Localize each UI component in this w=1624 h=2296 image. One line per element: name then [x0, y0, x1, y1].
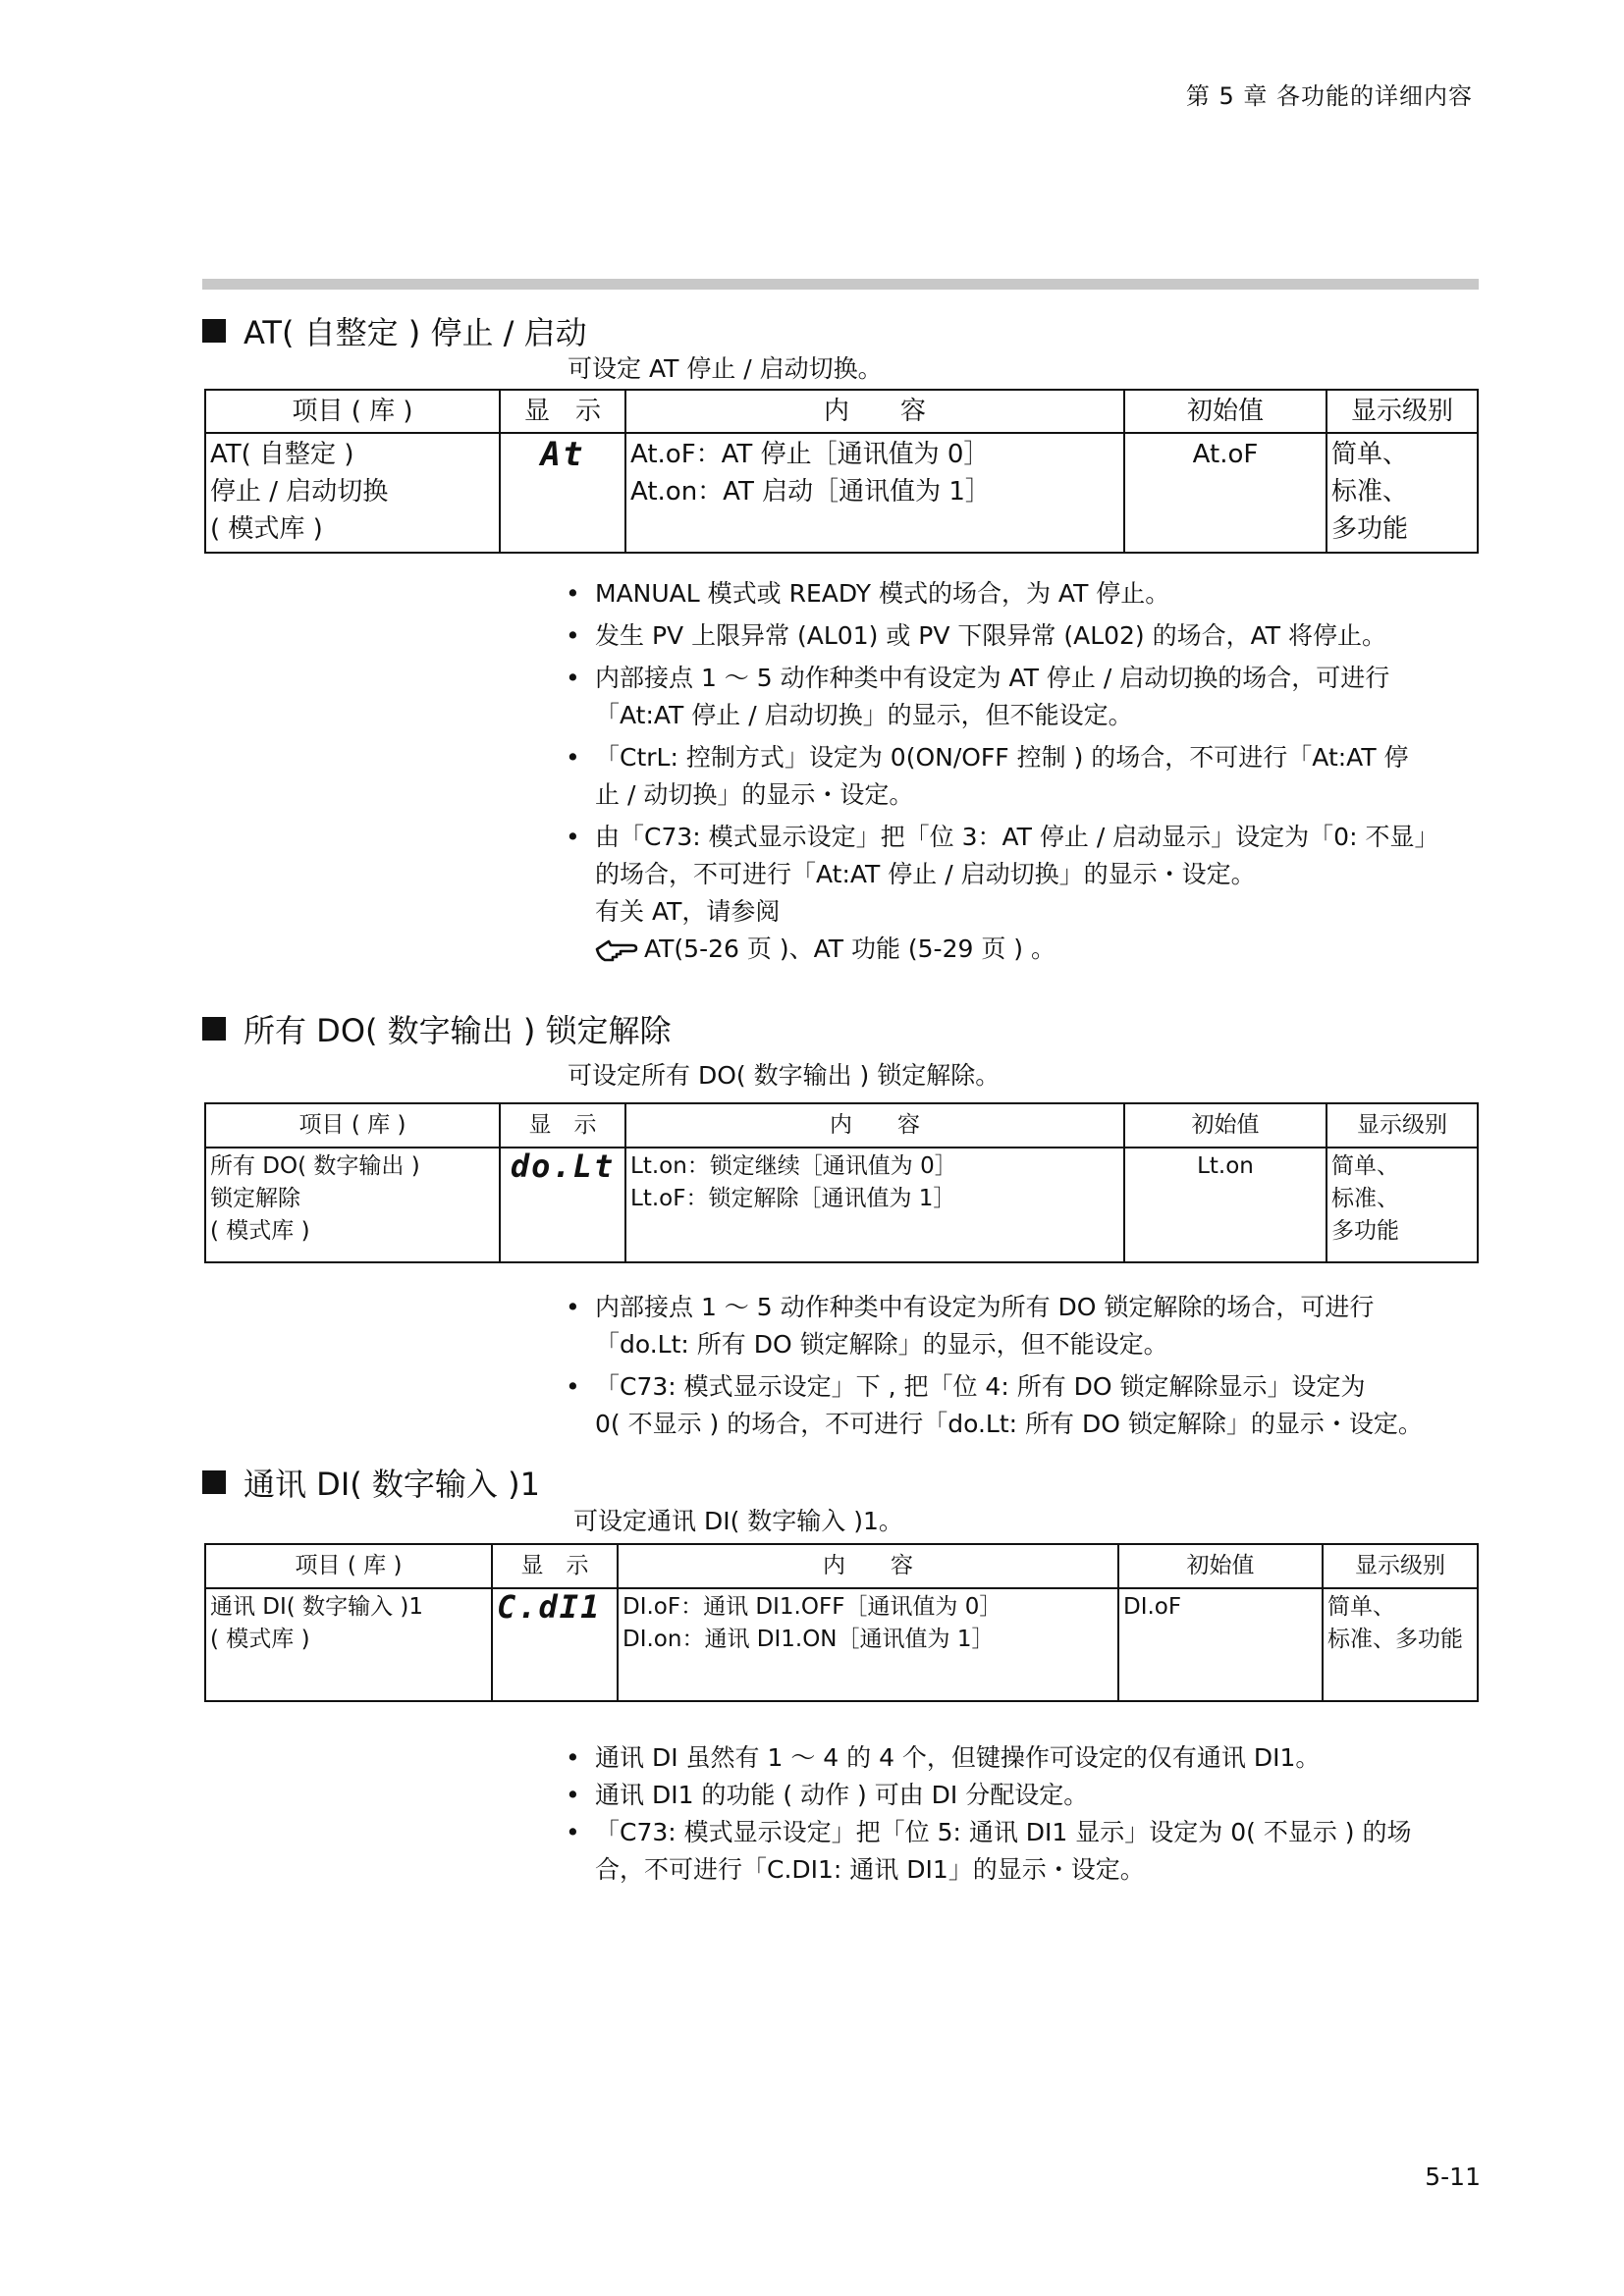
col-header-content: 内 容 — [625, 1103, 1124, 1148]
section-divider — [202, 279, 1479, 290]
chapter-header: 第 5 章 各功能的详细内容 — [1185, 82, 1473, 110]
col-header-level: 显示级别 — [1323, 1544, 1478, 1588]
page-number: 5-11 — [1425, 2163, 1481, 2191]
list-item: • 「CtrL: 控制方式」设定为 0(ON/OFF 控制 ) 的场合，不可进行「At:AT 停 止 / 动切换」的显示・设定。 — [566, 743, 1409, 809]
spec-table-at — [204, 389, 1479, 554]
col-header-initial: 初始值 — [1124, 1103, 1326, 1148]
content-cell: DI.oF：通讯 DI1.OFF［通讯值为 0］ DI.on：通讯 DI1.ON［通讯值为 1］ — [618, 1588, 1118, 1701]
col-header-initial: 初始值 — [1118, 1544, 1323, 1588]
table-row — [205, 1588, 1478, 1701]
list-item: • MANUAL 模式或 READY 模式的场合，为 AT 停止。 — [566, 579, 1170, 608]
seven-segment-display: do.Lt — [510, 1148, 616, 1185]
table-row — [205, 1148, 1478, 1262]
section-intro-at: 可设定 AT 停止 / 启动切换。 — [568, 354, 883, 383]
table-header-row — [205, 1544, 1478, 1588]
square-bullet-icon — [202, 1017, 226, 1041]
col-header-level: 显示级别 — [1326, 1103, 1478, 1148]
section-intro-di: 可设定通讯 DI( 数字输入 )1。 — [573, 1507, 903, 1535]
col-header-display: 显 示 — [500, 390, 625, 433]
col-header-display: 显 示 — [500, 1103, 625, 1148]
display-level-cell: 简单、 标准、多功能 — [1323, 1588, 1478, 1701]
cross-reference — [595, 931, 1438, 968]
content-cell: At.oF：AT 停止［通讯值为 0］ At.on：AT 启动［通讯值为 1］ — [625, 433, 1124, 553]
list-item: • 内部接点 1 ～ 5 动作种类中有设定为所有 DO 锁定解除的场合，可进行 「do.Lt: 所有 DO 锁定解除」的显示，但不能设定。 — [566, 1293, 1375, 1359]
content-cell: Lt.on：锁定继续［通讯值为 0］ Lt.oF：锁定解除［通讯值为 1］ — [625, 1148, 1124, 1262]
display-cell — [500, 1148, 625, 1262]
square-bullet-icon — [202, 319, 226, 343]
pointing-hand-icon — [595, 935, 638, 963]
section-title-di: 通讯 DI( 数字输入 )1 — [202, 1460, 540, 1505]
table-header-row — [205, 1103, 1478, 1148]
col-header-content: 内 容 — [618, 1544, 1118, 1588]
col-header-initial: 初始值 — [1124, 390, 1326, 433]
display-cell — [500, 433, 625, 553]
list-item: • 由「C73: 模式显示设定」把「位 3：AT 停止 / 启动显示」设定为「0: 不显」 的场合，不可进行「At:AT 停止 / 启动切换」的显示・设定。 有关 AT，请参阅 AT(5-26 页 )、AT 功能 (5-29 页 ) 。 — [560, 819, 1438, 968]
list-item: • 「C73: 模式显示设定」下 , 把「位 4: 所有 DO 锁定解除显示」设定为 0( 不显示 ) 的场合，不可进行「do.Lt: 所有 DO 锁定解除」的显示・设定。 — [566, 1372, 1423, 1438]
seven-segment-display: At — [540, 435, 585, 474]
col-header-level: 显示级别 — [1326, 390, 1478, 433]
col-header-display: 显 示 — [492, 1544, 618, 1588]
item-cell: 所有 DO( 数字输出 ) 锁定解除 ( 模式库 ) — [205, 1148, 500, 1262]
col-header-item: 项目 ( 库 ) — [205, 1544, 492, 1588]
initial-value-cell: Lt.on — [1124, 1148, 1326, 1262]
col-header-content: 内 容 — [625, 390, 1124, 433]
seven-segment-display: C.dI1 — [497, 1588, 602, 1626]
display-level-cell: 简单、 标准、 多功能 — [1326, 433, 1478, 553]
list-item: • 发生 PV 上限异常 (AL01) 或 PV 下限异常 (AL02) 的场合，AT 将停止。 — [566, 621, 1387, 650]
item-cell: 通讯 DI( 数字输入 )1 ( 模式库 ) — [205, 1588, 492, 1701]
notes-list-di — [560, 1739, 1411, 1894]
notes-list-at — [560, 575, 1438, 973]
notes-list-do — [560, 1289, 1423, 1448]
initial-value-cell: DI.oF — [1118, 1588, 1323, 1701]
list-item: • 内部接点 1 ～ 5 动作种类中有设定为 AT 停止 / 启动切换的场合，可进行 「At:AT 停止 / 启动切换」的显示，但不能设定。 — [566, 664, 1390, 729]
reference-text[interactable]: AT(5-26 页 )、AT 功能 (5-29 页 ) 。 — [644, 934, 1056, 963]
spec-table-di — [204, 1543, 1479, 1702]
initial-value-cell: At.oF — [1124, 433, 1326, 553]
table-row — [205, 433, 1478, 553]
list-item: • 「C73: 模式显示设定」把「位 5: 通讯 DI1 显示」设定为 0( 不显示 ) 的场 合，不可进行「C.DI1: 通讯 DI1」的显示・设定。 — [566, 1818, 1412, 1884]
section-title-do: 所有 DO( 数字输出 ) 锁定解除 — [202, 1006, 672, 1051]
section-intro-do: 可设定所有 DO( 数字输出 ) 锁定解除。 — [568, 1061, 1001, 1090]
display-cell — [492, 1588, 618, 1701]
item-cell: AT( 自整定 ) 停止 / 启动切换 ( 模式库 ) — [205, 433, 500, 553]
spec-table-do — [204, 1102, 1479, 1263]
display-level-cell: 简单、 标准、 多功能 — [1326, 1148, 1478, 1262]
table-header-row — [205, 390, 1478, 433]
col-header-item: 项目 ( 库 ) — [205, 1103, 500, 1148]
list-item: • 通讯 DI1 的功能 ( 动作 ) 可由 DI 分配设定。 — [566, 1781, 1089, 1809]
col-header-item: 项目 ( 库 ) — [205, 390, 500, 433]
section-title-at: AT( 自整定 ) 停止 / 启动 — [202, 308, 587, 353]
square-bullet-icon — [202, 1470, 226, 1494]
list-item: • 通讯 DI 虽然有 1 ～ 4 的 4 个，但键操作可设定的仅有通讯 DI1。 — [566, 1743, 1321, 1772]
